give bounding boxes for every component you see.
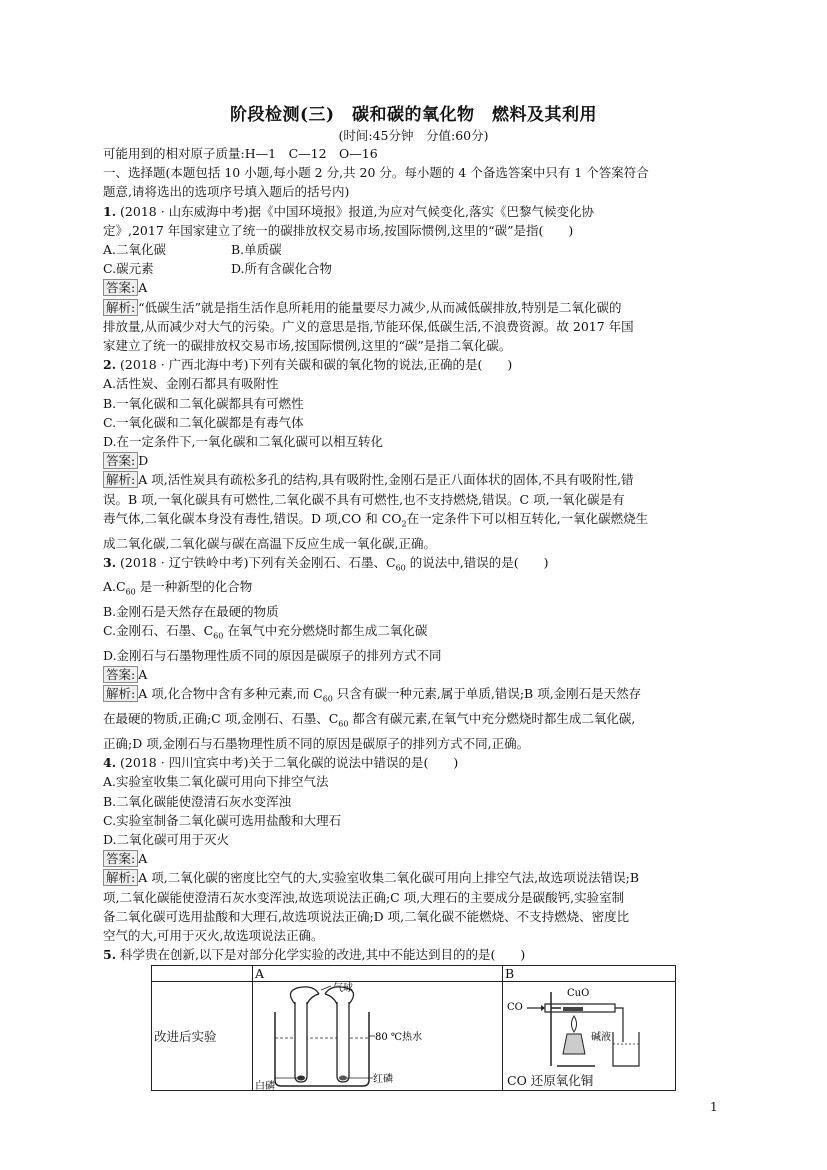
answer-tag: 答案: — [103, 666, 138, 683]
question-2-analysis — [103, 470, 725, 489]
page-subtitle: (时间:45分钟 分值:60分) — [338, 128, 489, 143]
analysis-text: 空气的大,可用于灭火,故选项说法正确。 — [103, 927, 324, 943]
hot-water-label: 80 ℃热水 — [375, 1032, 423, 1044]
analysis-text: A 项,活性炭具有疏松多孔的结构,具有吸附性,金刚石是正八面体状的固体,不具有吸附性,错 — [138, 472, 634, 488]
text-part: 在最硬的物质,正确;C 项,金刚石、石墨、C — [103, 711, 339, 727]
text-part: (2018 · 辽宁铁岭中考)下列有关金刚石、石墨、C — [116, 554, 396, 570]
question-1-answer — [103, 278, 725, 297]
question-1-options-cd — [103, 259, 725, 278]
text-part: 的说法中,错误的是( ) — [405, 554, 549, 570]
analysis-text: 排放量,从而减少对大气的污染。广义的意思是指,节能环保,低碳生活,不浪费资源。故 2017 年国 — [103, 318, 634, 334]
option-d: D.金刚石与石墨物理性质不同的原因是碳原子的排列方式不同 — [103, 648, 442, 664]
co-label: CO — [507, 1002, 523, 1014]
analysis-tag: 解析: — [103, 869, 138, 886]
white-phosphorus-label: 白磷 — [255, 1081, 275, 1091]
experiment-table — [151, 965, 676, 1091]
question-4-answer — [103, 849, 725, 868]
experiment-a-cell — [253, 982, 503, 1091]
page-title: 阶段检测(三) 碳和碳的氧化物 燃料及其利用 — [229, 105, 598, 125]
analysis-text: 项,二氧化碳能使澄清石灰水变浑浊,故选项说法正确;C 项,大理石的主要成分是碳酸钙,实验室制 — [103, 889, 625, 905]
balloon-label: 气球 — [333, 983, 353, 995]
analysis-text: 家建立了统一的碳排放权交易市场,按国际惯例,这里的“碳”是指二氧化碳。 — [103, 338, 512, 354]
co-reduction-diagram — [505, 982, 673, 1074]
analysis-text: 成二氧化碳,二氧化碳与碳在高温下反应生成一氧化碳,正确。 — [103, 535, 436, 551]
option-b: B.二氧化碳能使澄清石灰水变浑浊 — [103, 793, 292, 809]
option-c: C.实验室制备二氧化碳可选用盐酸和大理石 — [103, 812, 342, 828]
text-part: 都含有碳元素,在氧气中充分燃烧时都生成二氧化碳, — [348, 711, 636, 727]
analysis-text: 备二氧化碳可选用盐酸和大理石,故选项说法正确;D 项,二氧化碳不能燃烧、不支持燃烧、密度比 — [103, 908, 630, 924]
text-part: 毒气体,二氧化碳本身没有毒性,错误。D 项,CO 和 CO — [103, 510, 402, 526]
question-number: 2. — [103, 357, 117, 373]
text-part: 是一种新型的化合物 — [135, 579, 253, 595]
subscript: 60 — [395, 563, 406, 573]
text-part: A 项,化合物中含有多种元素,而 C — [138, 686, 323, 702]
option-a: A.实验室收集二氧化碳可用向下排空气法 — [103, 774, 329, 790]
table-header-row — [152, 966, 676, 982]
subscript: 60 — [322, 694, 333, 704]
analysis-tag: 解析: — [103, 299, 138, 316]
subscript: 2 — [401, 519, 407, 529]
text-part: 只含有碳一种元素,属于单质,错误;B 项,金刚石是天然存 — [332, 686, 642, 702]
question-number: 5. — [103, 947, 117, 963]
option-b: B.单质碳 — [231, 242, 282, 258]
question-1-stem — [103, 202, 725, 221]
table-corner-cell — [152, 966, 253, 982]
analysis-text: 误。B 项,一氧化碳具有可燃性,二氧化碳不具有可燃性,也不支持燃烧,错误。C 项,一氧化碳是有 — [103, 491, 625, 507]
analysis-text: A 项,二氧化碳的密度比空气的大,实验室收集二氧化碳可用向上排空气法,故选项说法错误;B — [138, 870, 640, 886]
analysis-text: “低碳生活”就是指生活作息所耗用的能量要尽力减少,从而减低碳排放,特别是二氧化碳的 — [138, 299, 622, 315]
text-part: 在一定条件下可以相互转化,一氧化碳燃烧生 — [406, 510, 649, 526]
answer-tag: 答案: — [103, 850, 138, 867]
question-4-stem — [103, 753, 725, 772]
question-1-analysis — [103, 298, 725, 317]
question-1-options-ab — [103, 240, 725, 259]
stem-text: (2018 · 广西北海中考)下列有关碳和碳的氧化物的说法,正确的是( ) — [116, 357, 513, 373]
answer-tag: 答案: — [103, 279, 138, 296]
phosphorus-combustion-diagram — [255, 982, 500, 1090]
answer-value: A — [138, 280, 148, 296]
lye-label: 碱液 — [591, 1032, 611, 1044]
option-c — [103, 621, 725, 646]
option-b: B.金刚石是天然存在最硬的物质 — [103, 604, 279, 620]
subscript: 60 — [213, 631, 224, 641]
experiment-b-caption: CO 还原氧化铜 — [507, 1073, 594, 1089]
analysis-text — [103, 709, 725, 734]
analysis-tag: 解析: — [103, 471, 138, 488]
question-number: 1. — [103, 203, 117, 219]
answer-value: A — [138, 851, 148, 867]
column-b-header: B — [503, 966, 676, 982]
question-3-stem — [103, 553, 725, 578]
stem-text: (2018 · 四川宜宾中考)关于二氧化碳的说法中错误的是( ) — [116, 755, 459, 771]
option-c: C.碳元素 — [103, 261, 154, 277]
answer-value: A — [138, 667, 148, 683]
document-body — [103, 144, 725, 1091]
question-number: 3. — [103, 554, 117, 570]
question-4-analysis — [103, 868, 725, 887]
text-part: A.C — [103, 579, 126, 595]
analysis-tag: 解析: — [103, 685, 138, 702]
section-heading: 一、选择题(本题包括 10 小题,每小题 2 分,共 20 分。每小题的 4 个备选答案中只有 1 个答案符合 — [103, 165, 649, 181]
question-number: 4. — [103, 755, 117, 771]
analysis-text — [103, 509, 725, 534]
section-heading-cont: 题意,请将选出的选项序号填入题后的括号内) — [103, 184, 350, 200]
option-d: D.所有含碳化合物 — [231, 261, 333, 277]
question-3-answer — [103, 665, 725, 684]
text-part: C.金刚石、石墨、C — [103, 623, 214, 639]
option-a: A.活性炭、金刚石都具有吸附性 — [103, 376, 279, 392]
question-2-answer — [103, 451, 725, 470]
row-label: 改进后实验 — [152, 982, 253, 1091]
atomic-mass-line: 可能用到的相对原子质量:H—1 C—12 O—16 — [103, 146, 378, 161]
analysis-text: 正确;D 项,金刚石与石墨物理性质不同的原因是碳原子的排列方式不同,正确。 — [103, 735, 530, 751]
page-number: 1 — [710, 1100, 718, 1114]
question-3-analysis — [103, 684, 725, 709]
stem-text: 科学贵在创新,以下是对部分化学实验的改进,其中不能达到目的的是( ) — [116, 947, 526, 963]
question-2-stem — [103, 355, 725, 374]
table-row — [152, 982, 676, 1091]
column-a-header: A — [253, 966, 503, 982]
experiment-a-figure — [255, 982, 500, 1090]
answer-tag: 答案: — [103, 452, 138, 469]
answer-value: D — [138, 453, 149, 469]
experiment-b-cell — [503, 982, 676, 1091]
subscript: 60 — [125, 587, 136, 597]
text-part: 在氧气中充分燃烧时都生成二氧化碳 — [223, 623, 428, 639]
red-phosphorus-label: 红磷 — [373, 1074, 393, 1086]
stem-text: (2018 · 山东威海中考)据《中国环境报》报道,为应对气候变化,落实《巴黎气候变化协 — [116, 203, 594, 219]
option-d: D.在一定条件下,一氧化碳和二氧化碳可以相互转化 — [103, 434, 384, 450]
option-a: A.二氧化碳 — [103, 242, 167, 258]
subscript: 60 — [338, 719, 349, 729]
question-1-stem-cont: 定》,2017 年国家建立了统一的碳排放权交易市场,按国际惯例,这里的“碳”是指( ) — [103, 222, 574, 238]
cuo-label: CuO — [567, 988, 590, 1000]
option-b: B.一氧化碳和二氧化碳都具有可燃性 — [103, 395, 304, 411]
option-d: D.二氧化碳可用于灭火 — [103, 831, 230, 847]
experiment-b-figure — [505, 982, 673, 1090]
option-c: C.一氧化碳和二氧化碳都是有毒气体 — [103, 414, 304, 430]
option-a — [103, 577, 725, 602]
question-5-stem — [103, 945, 725, 964]
